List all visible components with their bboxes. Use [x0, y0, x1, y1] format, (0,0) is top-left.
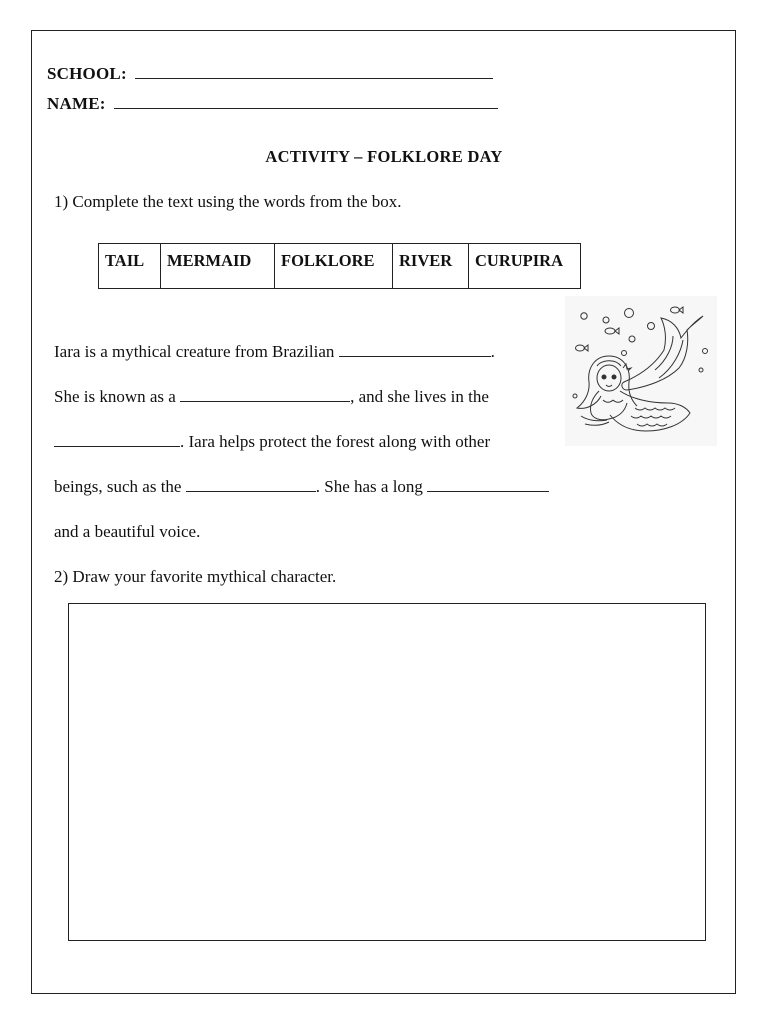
fill-blank-2[interactable]: [180, 387, 350, 402]
word-box: [98, 243, 581, 289]
passage-text: beings, such as the: [54, 477, 182, 496]
passage-line-2: [54, 387, 489, 407]
passage-text: .: [490, 342, 495, 361]
fill-blank-3[interactable]: [54, 432, 180, 447]
name-label: NAME:: [47, 94, 106, 113]
mermaid-illustration-icon: [565, 296, 717, 446]
fill-blank-4[interactable]: [186, 477, 316, 492]
passage-text: , and she lives in the: [350, 387, 489, 406]
activity-title: ACTIVITY – FOLKLORE DAY: [265, 147, 503, 166]
passage-text: . Iara helps protect the forest along with other: [180, 432, 491, 451]
passage-line-5: and a beautiful voice.: [54, 522, 201, 541]
passage-line-4: [54, 477, 549, 497]
school-label: SCHOOL:: [47, 64, 127, 83]
passage-line-1: [54, 342, 495, 362]
word-box-cell: FOLKLORE: [275, 244, 393, 289]
word-box-cell: TAIL: [99, 244, 161, 289]
school-field: [47, 64, 493, 84]
drawing-area[interactable]: [68, 603, 706, 941]
fill-blank-5[interactable]: [427, 477, 549, 492]
name-blank[interactable]: [114, 94, 498, 109]
passage-line-3: [54, 432, 490, 452]
passage-text: She is known as a: [54, 387, 176, 406]
fill-blank-1[interactable]: [339, 342, 491, 357]
word-box-cell: RIVER: [393, 244, 469, 289]
school-blank[interactable]: [135, 64, 493, 79]
name-field: [47, 94, 498, 114]
question-1-prompt: 1) Complete the text using the words from the box.: [54, 192, 402, 211]
word-box-cell: CURUPIRA: [469, 244, 581, 289]
word-box-cell: MERMAID: [161, 244, 275, 289]
question-2-prompt: 2) Draw your favorite mythical character.: [54, 567, 337, 586]
passage-text: . She has a long: [315, 477, 423, 496]
passage-text: Iara is a mythical creature from Brazilian: [54, 342, 335, 361]
